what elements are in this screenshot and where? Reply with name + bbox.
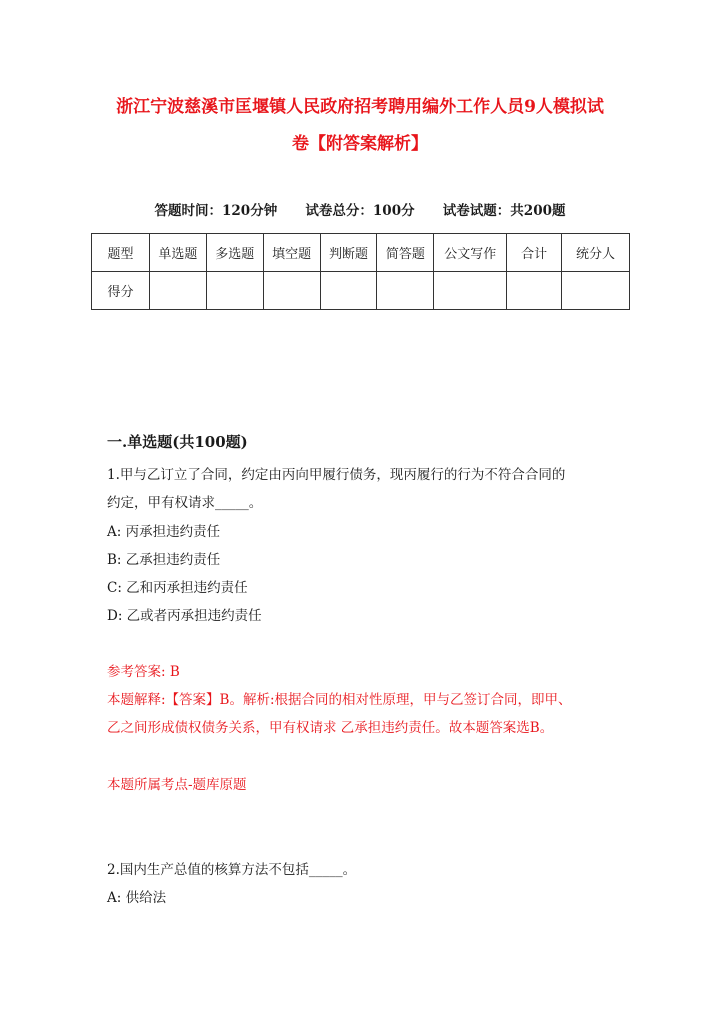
score-table-header: 判断题: [320, 234, 377, 272]
document-title-line-2: 卷【附答案解析】: [292, 134, 428, 154]
score-cell: [434, 272, 507, 310]
question-1-explanation-line-1: 本题解释:【答案】B。解析:根据合同的相对性原理，甲与乙签订合同，即甲、: [107, 692, 572, 708]
score-table-header: 多选题: [206, 234, 263, 272]
score-cell: [507, 272, 562, 310]
question-1-option-a: A: 丙承担违约责任: [107, 524, 221, 540]
section-heading: 一.单选题(共100题): [107, 433, 248, 451]
exam-meta: [90, 199, 630, 219]
question-1-option-d: D: 乙或者丙承担违约责任: [107, 608, 262, 624]
question-1-answer: 参考答案: B: [107, 664, 180, 680]
score-table-header: 简答题: [377, 234, 434, 272]
score-table-header: 公文写作: [434, 234, 507, 272]
score-cell: [263, 272, 320, 310]
score-table: [91, 233, 630, 310]
question-1-stem-line-1: 1.甲与乙订立了合同，约定由丙向甲履行债务，现丙履行的行为不符合合同的: [107, 467, 566, 483]
document-title-line-1: 浙江宁波慈溪市匡堰镇人民政府招考聘用编外工作人员9人模拟试: [116, 97, 604, 117]
score-cell: [320, 272, 377, 310]
score-cell: [149, 272, 206, 310]
score-table-header-row: [92, 234, 630, 272]
score-table-header: 合计: [507, 234, 562, 272]
score-cell: [377, 272, 434, 310]
score-table-header: 填空题: [263, 234, 320, 272]
score-table-header: 统分人: [562, 234, 630, 272]
question-1-explanation-line-2: 乙之间形成债权债务关系，甲有权请求 乙承担违约责任。故本题答案选B。: [107, 720, 554, 736]
score-row-label: 得分: [92, 272, 150, 310]
score-cell: [562, 272, 630, 310]
exam-time: 答题时间：120分钟: [154, 203, 278, 219]
question-2-option-a: A: 供给法: [107, 890, 167, 906]
exam-question-count: 试卷试题：共200题: [442, 203, 566, 219]
score-table-score-row: [92, 272, 630, 310]
question-1-stem-line-2: 约定，甲有权请求_____。: [107, 495, 263, 511]
question-1-option-b: B: 乙承担违约责任: [107, 552, 221, 568]
exam-total-score: 试卷总分：100分: [305, 203, 415, 219]
score-table-header: 题型: [92, 234, 150, 272]
question-1-option-c: C: 乙和丙承担违约责任: [107, 580, 248, 596]
score-table-header: 单选题: [149, 234, 206, 272]
score-cell: [206, 272, 263, 310]
question-2-stem: 2.国内生产总值的核算方法不包括_____。: [107, 862, 357, 878]
question-1-knowledge-point: 本题所属考点-题库原题: [107, 777, 247, 793]
